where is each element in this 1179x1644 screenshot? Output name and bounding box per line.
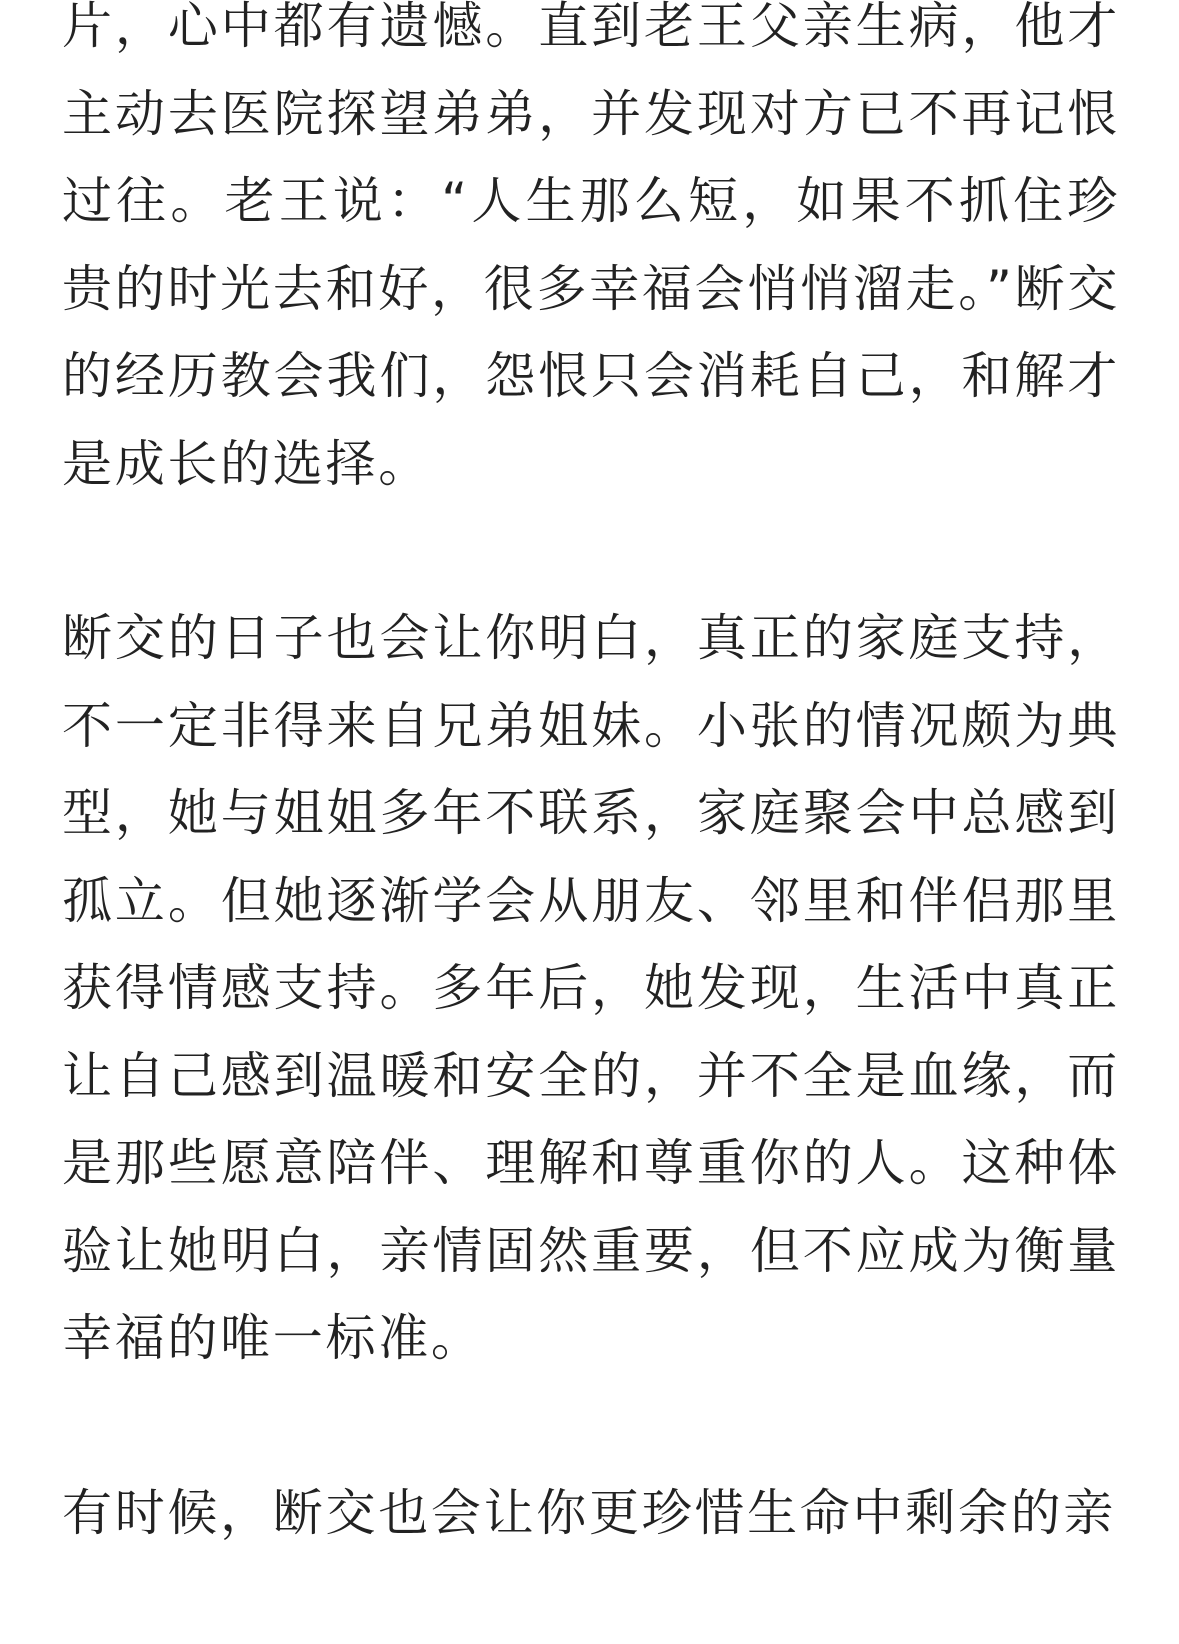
- article-body: [62, 0, 1120, 1644]
- paragraph-family-support: 断交的日子也会让你明白，真正的家庭支持，不一定非得来自兄弟姐妹。小张的情况颇为典型，她与姐姐多年不联系，家庭聚会中总感到孤立。但她逐渐学会从朋友、邻里和伴侣那里获得情感支持。多年后，她发现，生活中真正让自己感到温暖和安全的，并不全是血缘，而是那些愿意陪伴、理解和尊重你的人。这种体验让她明白，亲情固然重要，但不应成为衡量幸福的唯一标准。: [62, 609, 1120, 1367]
- paragraph-reconciliation: 片，心中都有遗憾。直到老王父亲生病，他才主动去医院探望弟弟，并发现对方已不再记恨过往。老王说：“人生那么短，如果不抓住珍贵的时光去和好，很多幸福会悄悄溜走。”断交的经历教会我们，怨恨只会消耗自己，和解才是成长的选择。: [62, 0, 1120, 493]
- paragraph-partial-cutoff: 有时候，断交也会让你更珍惜生命中剩余的亲: [62, 1483, 1116, 1542]
